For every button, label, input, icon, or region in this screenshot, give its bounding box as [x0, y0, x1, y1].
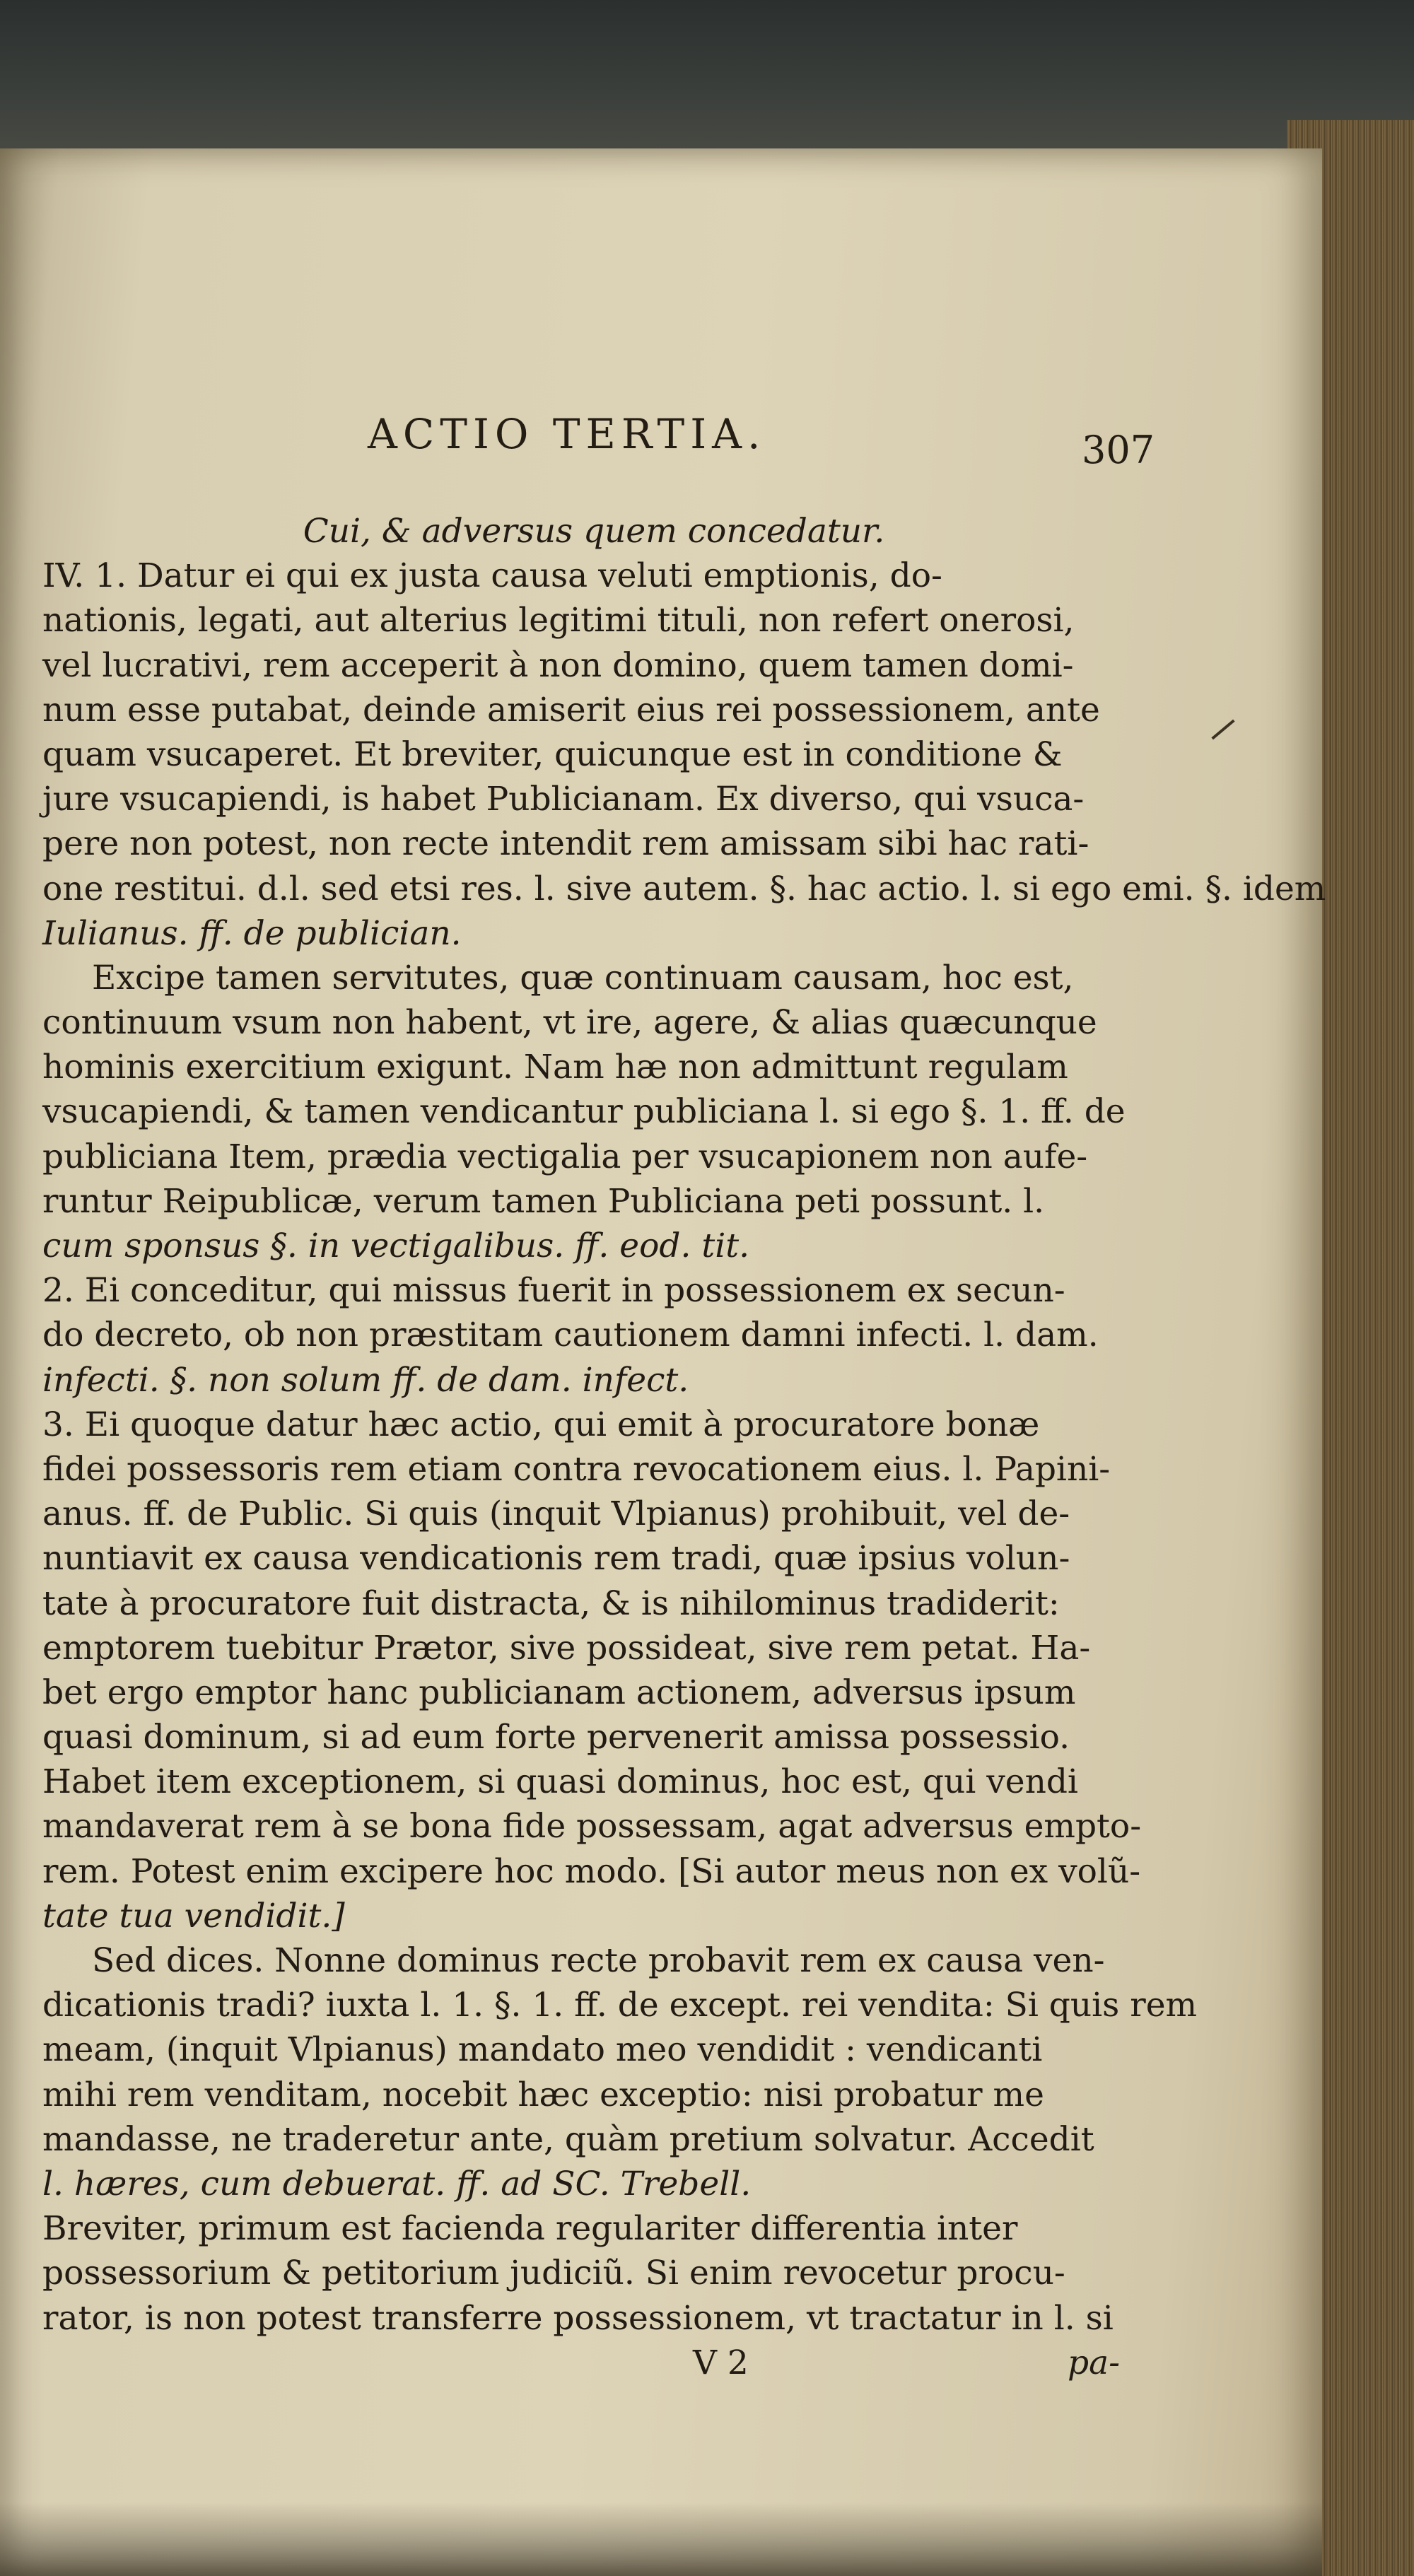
text-line: mandasse, ne traderetur ante, quàm pretium solvatur. Accedit: [42, 2119, 1094, 2159]
text-line: jure vsucapiendi, is habet Publicianam. Ex diverso, qui vsuca-: [42, 780, 1085, 819]
text-line: bet ergo emptor hanc publicianam actionem, adversus ipsum: [42, 1673, 1076, 1712]
bottom-shadow: [0, 2502, 1322, 2576]
text-line: hominis exercitium exigunt. Nam hæ non admittunt regulam: [42, 1048, 1068, 1087]
citation-line: l. hæres, cum debuerat. ff. ad SC. Trebell.: [42, 2164, 752, 2203]
text-line: Excipe tamen servitutes, quæ continuam causam, hoc est,: [92, 958, 1074, 997]
signature-mark: V 2: [693, 2343, 749, 2382]
text-line: runtur Reipublicæ, verum tamen Publiciana peti possunt. l.: [42, 1181, 1045, 1221]
text-line: Habet item exceptionem, si quasi dominus, hoc est, qui vendi: [42, 1762, 1078, 1802]
text-line: rem. Potest enim excipere hoc modo. [Si autor meus non ex volũ-: [42, 1851, 1141, 1891]
catchword: pa-: [1068, 2343, 1120, 2382]
text-line: one restitui. d.l. sed etsi res. l. sive autem. §. hac actio. l. si ego emi. §. idem: [42, 869, 1326, 908]
text-line: nationis, legati, aut alterius legitimi tituli, non refert onerosi,: [42, 601, 1075, 640]
text-line: anus. ff. de Public. Si quis (inquit Vlpianus) prohibuit, vel de-: [42, 1494, 1070, 1534]
text-line: fidei possessoris rem etiam contra revocationem eius. l. Papini-: [42, 1449, 1111, 1489]
body-text: [42, 509, 1326, 2385]
text-line: IV. 1. Datur ei qui ex justa causa veluti emptionis, do-: [42, 556, 942, 596]
section-heading: Cui, & adversus quem concedatur.: [303, 512, 885, 551]
text-line: quam vsucaperet. Et breviter, quicunque est in conditione &: [42, 734, 1063, 774]
text-line: 3. Ei quoque datur hæc actio, qui emit à procuratore bonæ: [42, 1405, 1040, 1444]
text-line: mihi rem venditam, nocebit hæc exceptio: nisi probatur me: [42, 2075, 1044, 2114]
text-line: vel lucrativi, rem acceperit à non domino, quem tamen domi-: [42, 645, 1074, 685]
text-line: pere non potest, non recte intendit rem amissam sibi hac rati-: [42, 824, 1089, 864]
text-line: possessorium & petitorium judiciũ. Si enim revocetur procu-: [42, 2254, 1065, 2293]
citation-line: tate tua vendidit.]: [42, 1896, 345, 1936]
text-line: publiciana Item, prædia vectigalia per vsucapionem non aufe-: [42, 1137, 1088, 1176]
text-line: meam, (inquit Vlpianus) mandato meo vendidit : vendicanti: [42, 2030, 1043, 2070]
margin-mark: [1211, 720, 1234, 740]
background-top: [0, 0, 1414, 163]
page-number: 307: [1082, 428, 1155, 472]
text-line: dicationis tradi? iuxta l. 1. §. 1. ff. de except. rei vendita: Si quis rem: [42, 1986, 1198, 2025]
citation-line: Iulianus. ff. de publician.: [42, 913, 462, 953]
text-line: rator, is non potest transferre possessionem, vt tractatur in l. si: [42, 2298, 1114, 2338]
text-line: nuntiavit ex causa vendicationis rem tradi, quæ ipsius volun-: [42, 1539, 1070, 1579]
text-line: vsucapiendi, & tamen vendicantur publiciana l. si ego §. 1. ff. de: [42, 1092, 1126, 1132]
text-line: tate à procuratore fuit distracta, & is nihilominus tradiderit:: [42, 1583, 1060, 1623]
text-line: num esse putabat, deinde amiserit eius rei possessionem, ante: [42, 690, 1100, 730]
text-line: 2. Ei conceditur, qui missus fuerit in possessionem ex secun-: [42, 1271, 1065, 1311]
text-line: emptorem tuebitur Prætor, sive possideat, sive rem petat. Ha-: [42, 1628, 1091, 1668]
text-line: do decreto, ob non præstitam cautionem damni infecti. l. dam.: [42, 1316, 1099, 1355]
text-line: Breviter, primum est facienda regulariter differentia inter: [42, 2209, 1018, 2249]
text-line: quasi dominum, si ad eum forte pervenerit amissa possessio.: [42, 1718, 1070, 1757]
running-title: ACTIO TERTIA.: [368, 410, 766, 458]
citation-line: cum sponsus §. in vectigalibus. ff. eod. tit.: [42, 1226, 750, 1265]
text-line: continuum vsum non habent, vt ire, agere, & alias quæcunque: [42, 1003, 1097, 1043]
citation-line: infecti. §. non solum ff. de dam. infect.: [42, 1360, 689, 1400]
text-line: mandaverat rem à se bona fide possessam, agat adversus empto-: [42, 1807, 1142, 1846]
footer-line: [42, 2341, 1145, 2385]
book-page: [0, 148, 1326, 2576]
text-line: Sed dices. Nonne dominus recte probavit rem ex causa ven-: [92, 1941, 1105, 1980]
